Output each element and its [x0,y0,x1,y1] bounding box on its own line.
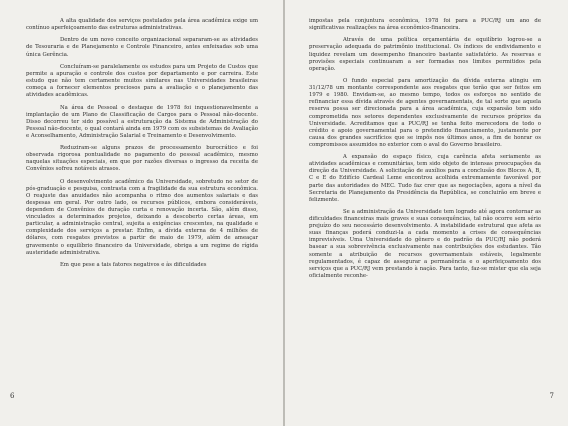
page-number: 7 [549,392,554,400]
left-text-column [26,18,258,274]
paragraph: O fundo especial para amortização da dívida externa atingiu em 31/12/78 um montante correspondente aos resgates que terão que ser feitos em 1979 e 1980. Envidam-se, ao mesmo tempo, todos os esforços no sentido de refinanciar essa dívida através de agentes governamentais, de tal sorte que aquela reserva possa ser direcionada para a área acadêmica, cuja expansão tem sido comprometida nos setores dependentes exclusivamente de recursos próprios da Universidade. Acreditamos que a PUC/RJ se tenha feito merecedora de todo o crédito e apoio governamental para o pretendido financiamento, justamente por causa dos grandes sacrifícios que se impôs nos últimos anos, a fim de honrar os compromissos assumidos no exterior com o aval do Governo brasileiro. [309,78,541,148]
paragraph: A alta qualidade dos serviços postulados pela área acadêmica exige um contínuo aperfeiçoamento das estruturas administrativas. [26,18,258,32]
paragraph: Concluíram-se paralelamente os estudos para um Projeto de Custos que permite a apuração e controle dos custos por departamento e por carreira. Este estudo que não tem certamente muitos similares nas Universidades brasileiras começa a fornecer elementos preciosos para a avaliação e o planejamento das atividades acadêmicas. [26,63,258,99]
paragraph: Através de uma política orçamentária de equilíbrio logrou-se a preservação adequada do patrimônio institucional. Os índices de endividamento e liquidez revelam um desempenho financeiro bastante satisfatório. As reservas e provisões especiais continuaram a ser formadas nos limites permitidos pela operação. [309,37,541,72]
paragraph: O desenvolvimento acadêmico da Universidade, sobretudo no setor de pós-graduação e pesquisa, contrasta com a fragilidade da sua estrutura econômica. O reajuste das anuidades não acompanha o ritmo dos aumentos salariais e das despesas em geral. Por outro lado, os recursos públicos, embora consideráveis, dependem de Convênios de duração curta e renovação incerta. São, além disso, vinculados a determinados projetos, deixando a descoberto certas áreas, em particular, a administração central, sujeita a exigências crescentes, na qualidade e complexidade dos serviços a prestar. Enfim, a dívida externa de 4 milhões de dólares, com resgates previstos a partir de maio de 1979, além de ameaçar gravemente o equilíbrio financeiro da Universidade, obriga a um regime de rígida austeridade administrativa. [26,178,258,256]
page-number: 6 [10,392,15,400]
paragraph: A expansão do espaço físico, cuja carência afeta seriamente as atividades acadêmicas e comunitárias, tem sido objeto de intensas preocupações da direção da Universidade. A solicitação de auxílios para a conclusão dos Blocos A, B, C e E do Edifício Cardeal Leme encontrou acolhida extremamente favorável por parte das autoridades do MEC. Tudo faz crer que as negociações, agora a nível da Secretaria de Planejamento da Presidência da República, se concluirão em breve e felizmente. [309,154,541,203]
paragraph: Na área de Pessoal o destaque de 1978 foi inquestionavelmente a implantação de um Plano de Classificação de Cargos para o Pessoal não-docente. Disso decorreu ter sido possível a estruturação da Sistema de Administração do Pessoal não-docente, o qual contará ainda em 1979 com os subsistemas de Avaliação e Aconselhamento, Administração Salarial e Treinamento e Desenvolvimento. [26,104,258,139]
paragraph: Se a administração da Universidade tem logrado até agora contornar as dificuldades financeiras mais graves e suas consequências, tal não ocorre sem sério prejuízo do seu necessário desenvolvimento. A instabilidade estrutural que afeta as suas finanças poderá conduzi-la a cada momento a crises de consequências imprevisíveis. Uma Universidade do gênero e do padrão da PUC/RJ não poderá basear a sua sobrevivência exclusivamente nas contribuições dos estudantes. Tão somente a atribuição de recursos governamentais estáveis, legalmente regulamentados, é capaz de assegurar a permanência e o aperfeiçoamento dos serviços que a PUC/RJ vem prestando à nação. Para tanto, faz-se mister que ela seja oficialmente reconhe- [309,209,541,279]
right-page [285,0,568,426]
paragraph: impostas pela conjuntura econômica, 1978 foi para a PUC/RJ um ano de significativas realizações na área econômico-financeira. [309,18,541,32]
left-page [0,0,283,426]
paragraph: Em que pese a tais fatores negativos e às dificuldades [60,261,207,268]
paragraph: Reduziram-se alguns prazos de processamento burocrático e foi observada rigorosa pontualidade no pagamento do pessoal acadêmico, mesmo naquelas situações especiais, em que por razões diversas o ingresso da receita de Convênios sofreu notáveis atrasos. [26,145,258,173]
paragraph: Dentro de um novo conceito organizacional separaram-se as atividades de Tesouraria e de Planejamento e Controle Financeiro, antes enfeixadas sob uma única Gerência. [26,37,258,58]
right-text-column [309,18,541,285]
